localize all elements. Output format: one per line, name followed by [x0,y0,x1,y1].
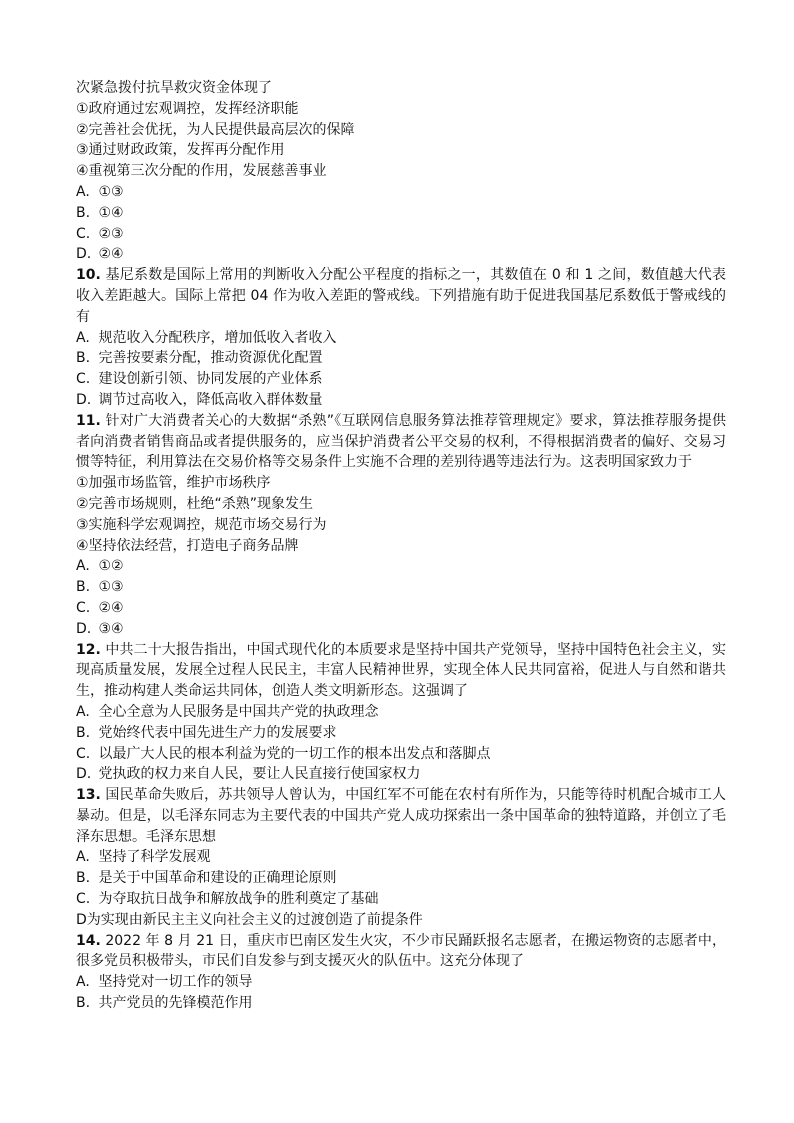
question-number: 10. [76,267,101,284]
option-label: B. [76,204,91,221]
statement-2: ②完善社会优抚，为人民提供最高层次的保障 [76,121,355,138]
option-label: D. [76,620,92,637]
question-text: 基尼系数是国际上常用的判断收入分配公平程度的指标之一，其数值在 0 和 1 之间，数值越大代表收入差距越大。国际上常把 04 作为收入差距的警戒线。下列措施有助于促进我国基尼系数低于警戒线的有 [76,267,726,325]
option-text: ③④ [98,620,124,637]
question-stem: 次紧急拨付抗旱救灾资金体现了 [76,80,272,96]
option-c [76,598,726,619]
question-number: 13. [76,787,101,804]
question-number: 11. [76,412,101,429]
option-text: 坚持党对一切工作的领导 [98,974,253,991]
option-b [76,203,726,224]
option-label: C. [76,225,91,242]
option-text: 以最广大人民的根本利益为党的一切工作的根本出发点和落脚点 [98,745,491,762]
option-text: 共产党员的先锋模范作用 [98,995,253,1012]
option-label: C. [76,745,91,762]
question-text: 中共二十大报告指出，中国式现代化的本质要求是坚持中国共产党领导，坚持中国特色社会主义，实现高质量发展，发展全过程人民民主，丰富人民精神世界，实现全体人民共同富裕，促进人与自然和谐共生，推动构建人类命运共同体，创造人类文明新形态。这强调了 [76,641,726,700]
option-label: B. [76,350,91,367]
option-b [76,723,726,744]
option-text: 全心全意为人民服务是中国共产党的执政理念 [98,703,379,720]
statement-1: ①加强市场监管，维护市场秩序 [76,475,271,492]
option-label: D. [76,766,92,783]
option-b [76,348,726,369]
statement-2: ②完善市场规则，杜绝“杀熟”现象发生 [76,495,314,512]
question-stem [76,411,726,473]
question-text: 针对广大消费者关心的大数据“杀熟”《互联网信息服务算法推荐管理规定》要求，算法推荐服务提供者向消费者销售商品或者提供服务的，应当保护消费者公平交易的权利，不得根据消费者的偏好、交易习惯等特征，利用算法在交易价格等交易条件上实施不合理的差别待遇等违法行为。这表明国家致力于 [76,412,726,471]
option-a [76,847,726,868]
question-text: 国民革命失败后，苏共领导人曾认为，中国红军不可能在农村有所作为，只能等待时机配合城市工人暴动。但是，以毛泽东同志为主要代表的中国共产党人成功探索出一条中国革命的独特道路，并创立了毛泽东思想。毛泽东思想 [76,787,726,845]
question-12 [76,640,726,786]
option-a [76,182,726,203]
statement-4: ④重视第三次分配的作用，发展慈善事业 [76,163,327,180]
question-13 [76,785,726,931]
option-d [76,910,726,931]
option-a [76,556,726,577]
option-text: 为夺取抗日战争和解放战争的胜利奠定了基础 [98,891,379,908]
option-text: 是关于中国革命和建设的正确理论原则 [98,870,337,887]
option-text: ②④ [98,246,124,263]
option-label: B. [76,579,91,596]
question-10 [76,265,726,411]
option-text: ②③ [98,225,124,242]
option-label: D [76,911,87,928]
document-page [76,78,726,1014]
option-label: C. [76,599,91,616]
option-text: ②④ [98,599,124,616]
option-d [76,390,726,411]
option-d [76,244,726,265]
option-b [76,868,726,889]
option-label: A. [76,703,90,720]
option-d [76,619,726,640]
option-b [76,993,726,1014]
option-label: B. [76,724,91,741]
option-c [76,224,726,245]
option-label: A. [76,974,90,991]
option-a [76,702,726,723]
option-text: 调节过高收入，降低高收入群体数量 [98,391,323,408]
option-text: ①④ [98,204,124,221]
question-9-tail [76,78,726,265]
option-d [76,764,726,785]
question-stem [76,265,726,327]
option-label: A. [76,183,90,200]
option-text: 规范收入分配秩序，增加低收入者收入 [98,329,337,346]
option-text: 建设创新引领、协同发展的产业体系 [98,371,323,388]
question-text: 2022 年 8 月 21 日，重庆市巴南区发生火灾，不少市民踊跃报名志愿者，在搬运物资的志愿者中，很多党员积极带头，市民们自发参与到支援灭火的队伍中。这充分体现了 [76,932,726,970]
option-text: ①③ [98,183,124,200]
statement-1: ①政府通过宏观调控，发挥经济职能 [76,100,299,117]
option-label: A. [76,329,90,346]
statement-3: ③实施科学宏观调控，规范市场交易行为 [76,516,327,533]
option-label: B. [76,995,91,1012]
question-number: 14. [76,932,101,949]
question-number: 12. [76,641,101,658]
statement-4: ④坚持依法经营，打造电子商务品牌 [76,537,299,554]
option-text: 坚持了科学发展观 [98,849,211,866]
option-label: A. [76,558,90,575]
option-text: 党执政的权力来自人民，要让人民直接行使国家权力 [98,766,421,783]
question-14 [76,931,726,1014]
option-c [76,744,726,765]
option-text: ①③ [98,579,124,596]
option-text: 完善按要素分配，推动资源优化配置 [98,350,323,367]
question-11 [76,411,726,640]
option-b [76,577,726,598]
option-a [76,328,726,349]
option-label: D. [76,391,92,408]
option-c [76,369,726,390]
option-text: 为实现由新民主主义向社会主义的过渡创造了前提条件 [86,911,423,928]
option-text: ①② [98,558,124,575]
question-stem [76,931,726,973]
question-stem [76,640,726,702]
option-c [76,889,726,910]
option-label: C. [76,891,91,908]
option-label: C. [76,371,91,388]
option-a [76,972,726,993]
option-label: A. [76,849,90,866]
statement-3: ③通过财政政策，发挥再分配作用 [76,142,285,159]
option-label: D. [76,246,92,263]
option-text: 党始终代表中国先进生产力的发展要求 [98,724,337,741]
question-stem [76,785,726,847]
option-label: B. [76,870,91,887]
